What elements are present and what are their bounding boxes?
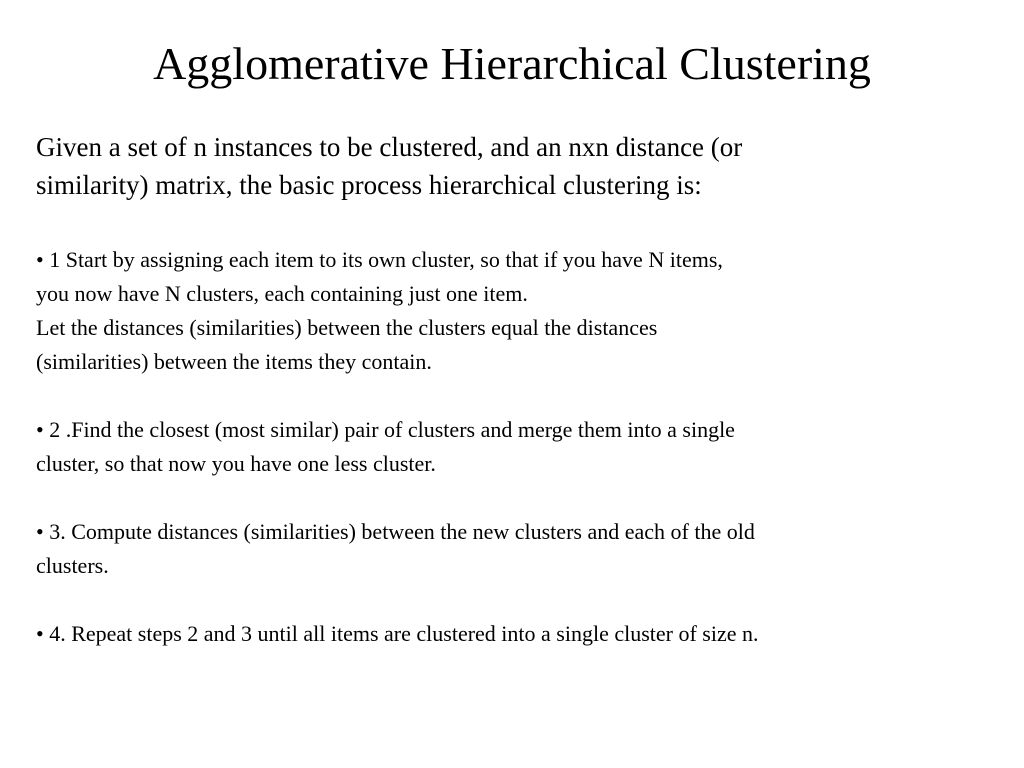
step-1-line: you now have N clusters, each containing just one item.	[36, 281, 528, 306]
spacer	[36, 481, 996, 515]
step-1-line: (similarities) between the items they contain.	[36, 349, 432, 374]
step-4-line: • 4. Repeat steps 2 and 3 until all items are clustered into a single cluster of size n.	[36, 621, 759, 646]
intro-paragraph	[36, 128, 996, 204]
step-1-line: • 1 Start by assigning each item to its own cluster, so that if you have N items,	[36, 247, 723, 272]
slide-title: Agglomerative Hierarchical Clustering	[153, 38, 871, 89]
spacer	[36, 583, 996, 617]
step-3-line: clusters.	[36, 553, 109, 578]
spacer	[36, 379, 996, 413]
step-1-line: Let the distances (similarities) between the clusters equal the distances	[36, 315, 658, 340]
intro-line: similarity) matrix, the basic process hierarchical clustering is:	[36, 170, 702, 200]
step-2-line: • 2 .Find the closest (most similar) pair of clusters and merge them into a single	[36, 417, 735, 442]
steps-list	[36, 243, 996, 651]
step-2-line: cluster, so that now you have one less cluster.	[36, 451, 436, 476]
intro-line: Given a set of n instances to be clustered, and an nxn distance (or	[36, 132, 743, 162]
step-3-line: • 3. Compute distances (similarities) between the new clusters and each of the old	[36, 519, 755, 544]
